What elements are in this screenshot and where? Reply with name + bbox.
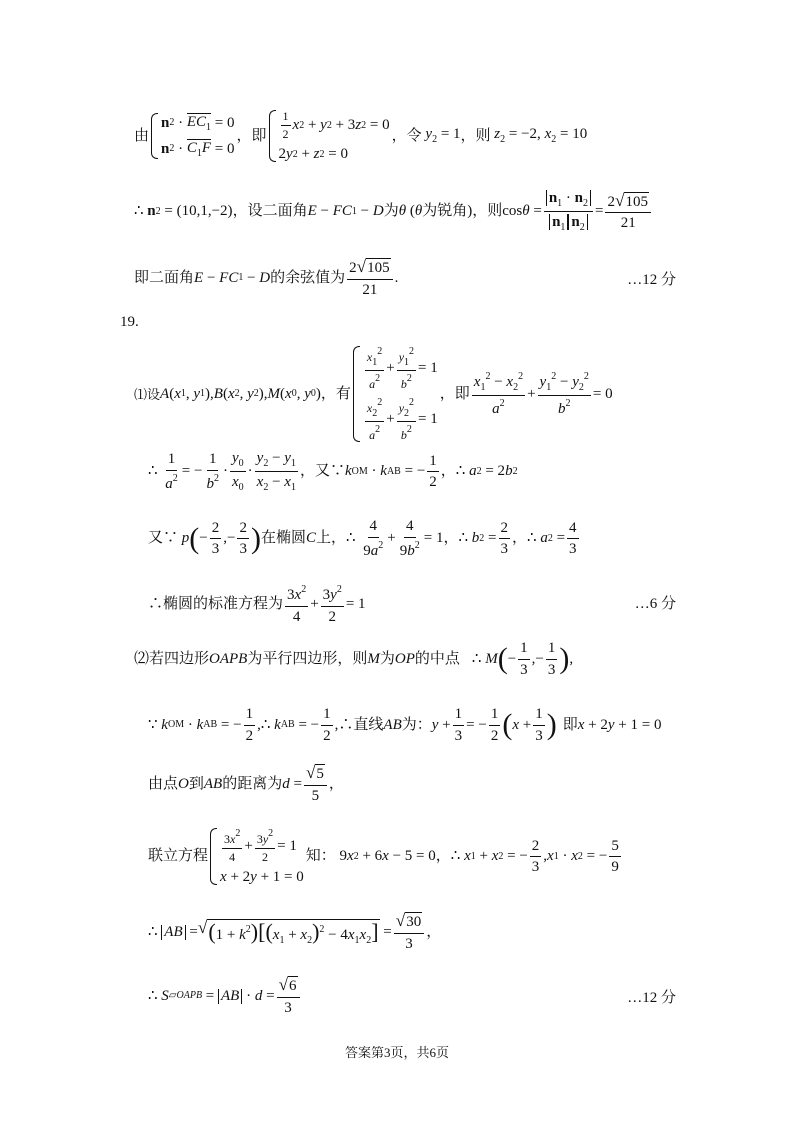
- line-part2-parallelogram: ⑵若四边形 OAPB 为平行四边形，则 M 为 OP 的中点 ∴ M ( − $\frac{1}{3}$ ,− $\frac{1}{3}$ ) ,: [134, 640, 574, 678]
- simultaneous-system: $\frac{3x^2}{4}$ + $\frac{3y^2}{2}$ = 1 x + 2 y + 1 = 0: [210, 828, 304, 885]
- score-6: …6 分: [634, 596, 676, 612]
- line-part1-setup: ⑴设 A ( x 1 , y 1 ), B ( x 2 , y 2 ), M ( x 0 , y 0 ) ，有 $\frac{x_1^2}{a^2}$ + $\frac{y_1^2}{b^2}$ = 1 $\frac{x_2^2}{a^2}$ + $\frac{y_2^2}{b^2}$ = 1 ，即 $\frac{x_1^2 - x_2^2}{a^2}$ + $\frac{y_1^2 - y_2^2}{b^2}$ = 0: [134, 346, 613, 443]
- line-normal-vector: ∴ n 2 = (10,1,−2) ，设二面角 E − FC 1 − D 为 θ ( θ 为锐角)，则 cos θ = $\frac{n_1 \cdot n_2}{n_1 n_2}$ = 2 √ 105 21: [134, 190, 653, 233]
- line-standard-equation: ∴椭圆的标准方程为 $\frac{3x^2}{4}$ + $\frac{3y^2}{2}$ = 1: [148, 584, 366, 625]
- line-point-on-ellipse: 又∵ p ( − $\frac{2}{3}$ ,− $\frac{2}{3}$ ) 在椭圆 C 上， ∴ $\frac{4}{9a^2}$ + $\frac{4}{9b^2}$ = 1 ， ∴ b 2 = $\frac{2}{3}$ ， ∴ a 2 = $\frac{4}{3}$: [148, 518, 577, 559]
- page-footer: 答案第3页，共6页: [344, 1045, 449, 1060]
- question-number: 19.: [120, 314, 139, 330]
- line-distance: 由点 O 到 AB 的距离为 d = √ 5 5 ，: [148, 763, 344, 804]
- line-ab-equation: ∵ k OM · k AB = − $\frac{1}{2}$ , ∴ k AB = − $\frac{1}{2}$ , ∴直线 AB 为： y + $\frac{1}{3}$ = − $\frac{1}{2}$ ( x + $\frac{1}{3}$ ) 即 x + 2 y + 1 = 0: [148, 706, 662, 744]
- ellipse-points-system: $\frac{x_1^2}{a^2}$ + $\frac{y_1^2}{b^2}$ = 1 $\frac{x_2^2}{a^2}$ + $\frac{y_2^2}{b^2}$ = 1: [353, 346, 438, 442]
- vector-system: n 2 · $EC_1$ = 0 n 2 · $C_1F$ = 0: [151, 113, 235, 159]
- coordinate-system: $\frac{1}{2}$ x 2 + y 2 + 3 z 2 = 0 2 y 2 + z 2 = 0: [269, 110, 390, 162]
- line-area: ∴ S ▱OAPB = AB · d = √ 6 3: [148, 976, 302, 1016]
- line-slope-relation: ∴ $\frac{1}{a^2}$ = − $\frac{1}{b^2}$ · $\frac{y_0}{x_0}$ · $\frac{y_2 - y_1}{x_2 - x_1}$ ， 又∵ k OM · k AB = − $\frac{1}{2}$ ， ∴ a 2 = 2 b 2: [148, 450, 518, 493]
- line-cosine-result: 即二面角 E − FC 1 − D 的余弦值为 2 √ 105 21 .: [134, 257, 399, 298]
- score-12-b: …12 分: [627, 990, 676, 1006]
- score-12-a: …12 分: [627, 272, 676, 288]
- line-ab-length: ∴ AB = √ $(1 + k^2)[(x_1 + x_2)^2 - 4x_1x_2]$ = √ 30 3 ，: [148, 911, 442, 952]
- line-normal-system: 由 n 2 · $EC_1$ = 0 n 2 · $C_1F$ = 0 ，即 $\frac{1}{2}$ x 2 + y 2 + 3 z 2 = 0 2 y 2 + z 2 = 0 ，令 $y_2 = 1$ ，则 $z_2 = -2$, $x_2 = 10$: [134, 109, 588, 163]
- line-simultaneous: 联立方程 $\frac{3x^2}{4}$ + $\frac{3y^2}{2}$ = 1 x + 2 y + 1 = 0 知： 9 x 2 + 6 x − 5 = 0 ， ∴ x 1 + x 2 = − $\frac{2}{3}$ , x 1 · x 2 = − $\frac{5}{9}$: [148, 828, 619, 886]
